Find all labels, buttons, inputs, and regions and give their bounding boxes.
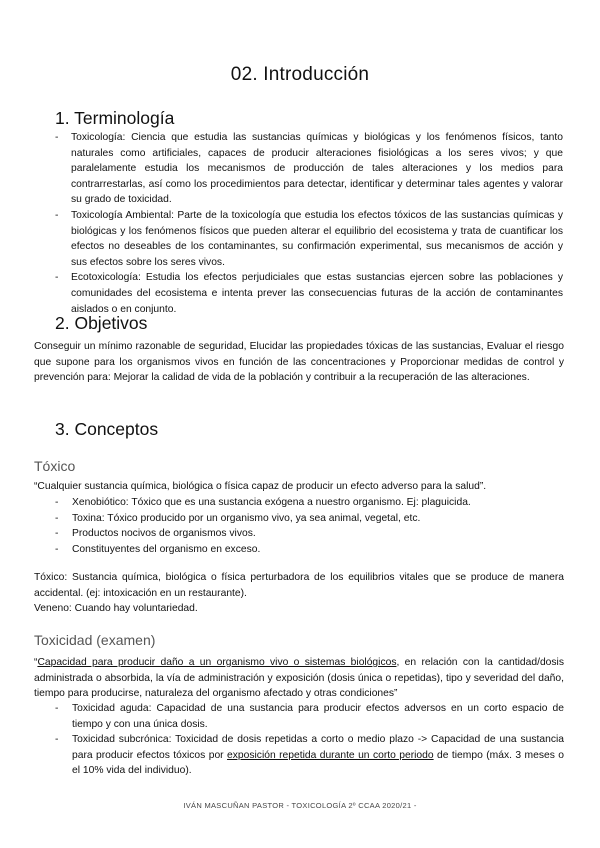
subheading-toxicidad: Toxicidad (examen)	[34, 632, 156, 648]
page-title: 02. Introducción	[230, 64, 370, 85]
subcronica-text: Toxicidad subcrónica: Toxicidad de dosis repetidas a corto o medio plazo -> Capacidad de una sustancia para producir efectos tóxicos por	[72, 734, 564, 761]
list-item: - Toxicología Ambiental: Parte de la toxicología que estudia los efectos tóxicos de las sustancias químicas y biológicas y los fenómenos físicos que pueden alterar el equilibrio del ecosistema y trata de cuantificar los efectos no deseables de los contaminantes, su confirmación experimental, sus mecanismos de acción y sus efectos sobre los seres vivos.	[55, 208, 563, 270]
subcronica-underlined: exposición repetida durante un corto periodo	[227, 749, 434, 761]
list-item-toxicidad-aguda: - Toxicidad aguda: Capacidad de una sustancia para producir efectos adversos en un corto espacio de tiempo y con una única dosis.	[55, 701, 564, 732]
toxico-quote: “Cualquier sustancia química, biológica o física capaz de producir un efecto adverso para la salud”.	[34, 481, 487, 492]
objetivos-paragraph: Conseguir un mínimo razonable de seguridad, Elucidar las propiedades tóxicas de las sustancias, Evaluar el riesgo que supone para los organismos vivos en función de las concentraciones y Proporcionar medidas de control y prevención para: Mejorar la calidad de vida de la población y contribuir a la recuperación de las alteraciones.	[34, 341, 564, 384]
terminologia-list	[55, 130, 563, 317]
section-heading-conceptos: 3. Conceptos	[55, 419, 159, 439]
veneno-definition: Veneno: Cuando hay voluntariedad.	[34, 603, 198, 614]
toxicidad-quote	[34, 655, 564, 702]
toxicidad-definition-rest: , en relación con la cantidad/dosis administrada o absorbida, la vía de administración y exposición (dosis única o repetidas), tipo y severidad del daño, tiempo para producirse, naturaleza del organismo afectado y otras condiciones”	[34, 657, 564, 700]
list-item: - Toxina: Tóxico producido por un organismo vivo, ya sea animal, vegetal, etc.	[55, 511, 564, 527]
quote-open: “	[34, 657, 38, 668]
list-item: - Xenobiótico: Tóxico que es una sustancia exógena a nuestro organismo. Ej: plaguicida.	[55, 495, 564, 511]
list-item: - Productos nocivos de organismos vivos.	[55, 526, 564, 542]
page-footer: IVÁN MASCUÑAN PASTOR - TOXICOLOGÍA 2º CCAA 2020/21 -	[183, 801, 417, 810]
list-item-toxicidad-subcronica	[55, 732, 564, 779]
list-item: - Ecotoxicología: Estudia los efectos perjudiciales que estas sustancias ejercen sobre las poblaciones y comunidades del ecosistema e intenta prever las consecuencias futuras de la acción de contaminantes aislados o en conjunto.	[55, 270, 563, 317]
list-item: - Toxicología: Ciencia que estudia las sustancias químicas y biológicas y los fenómenos físicos, tanto naturales como artificiales, capaces de producir alteraciones fisiológicas a los seres vivos; y que paralelamente estudia los mecanismos de producción de tales alteraciones y los medios para contrarrestarlas, así como los procedimientos para detectar, identificar y determinar tales agentes y valorar su grado de toxicidad.	[55, 130, 563, 208]
toxicidad-definition-underlined: Capacidad para producir daño a un organismo vivo o sistemas biológicos	[37, 657, 397, 668]
subheading-toxico: Tóxico	[34, 458, 76, 474]
toxico-definition: Tóxico: Sustancia química, biológica o física perturbadora de los equilibrios vitales que se produce de manera accidental. (ej: intoxicación en un restaurante).	[34, 572, 564, 599]
toxico-list	[55, 495, 564, 557]
section-heading-terminologia: 1. Terminología	[55, 108, 175, 128]
toxicidad-list	[55, 701, 564, 779]
section-heading-objetivos: 2. Objetivos	[55, 313, 148, 333]
subcronica-text-end: de tiempo (máx. 3 meses o el 10% vida del individuo).	[72, 749, 564, 777]
list-item: - Constituyentes del organismo en exceso.	[55, 542, 564, 558]
